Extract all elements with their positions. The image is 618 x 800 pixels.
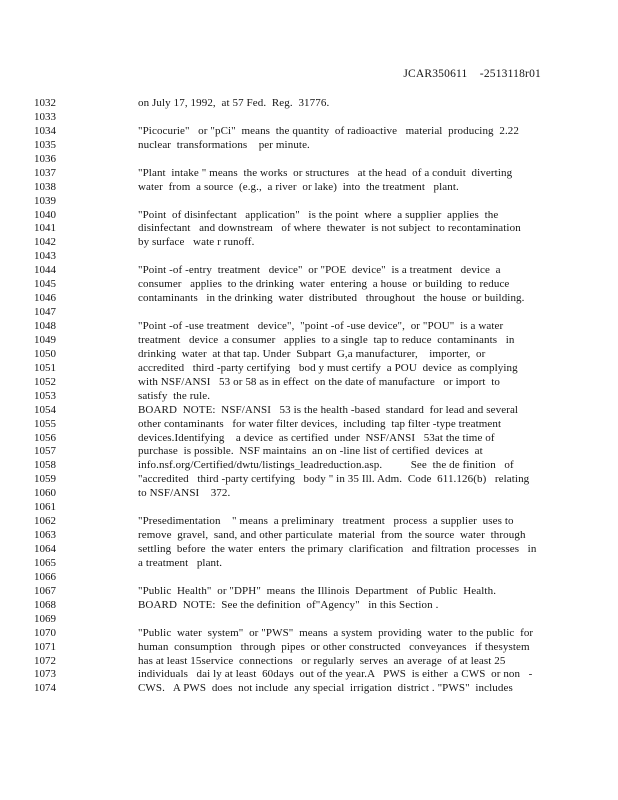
line-text: satisfy the rule. <box>138 389 211 402</box>
line-text <box>138 153 618 167</box>
document-line <box>0 209 618 223</box>
line-text: consumer applies to the drinking water entering a house or building to reduce <box>138 278 510 291</box>
line-number: 1048 <box>34 320 56 332</box>
line-text <box>138 571 618 585</box>
document-line <box>0 418 618 432</box>
document-line <box>0 501 618 515</box>
line-text <box>138 195 618 209</box>
line-text: BOARD NOTE: See the definition of"Agency" in this Section . <box>138 598 439 611</box>
line-number: 1055 <box>34 417 56 430</box>
line-number: 1073 <box>34 668 56 681</box>
line-number: 1059 <box>34 473 56 486</box>
document-line <box>0 97 618 111</box>
line-number: 1071 <box>34 640 56 653</box>
line-text: "accredited third -party certifying body " in 35 Ill. Adm. Code 611.126(b) relating <box>138 473 530 486</box>
line-text: "Presedimentation " means a preliminary treatment process a supplier uses to <box>138 515 514 528</box>
line-number: 1070 <box>34 626 56 639</box>
line-text: "Point of disinfectant application" is the point where a supplier applies the <box>138 208 499 221</box>
line-text: purchase is possible. NSF maintains an on -line list of certified devices at <box>138 445 483 458</box>
document-line <box>0 571 618 585</box>
document-line <box>0 641 618 655</box>
document-line <box>0 250 618 264</box>
document-line <box>0 585 618 599</box>
line-number: 1053 <box>34 389 56 402</box>
document-line <box>0 432 618 446</box>
line-number: 1063 <box>34 529 56 542</box>
line-text: settling before the water enters the primary clarification and filtration processes in <box>138 543 537 555</box>
line-number: 1041 <box>34 222 56 235</box>
line-number: 1062 <box>34 515 56 528</box>
line-number: 1042 <box>34 236 56 249</box>
line-text: devices.Identifying a device as certified under NSF/ANSI 53at the time of <box>138 431 495 444</box>
document-line <box>0 473 618 487</box>
document-line <box>0 487 618 501</box>
line-number: 1047 <box>34 306 56 319</box>
line-text: "Public Health" or "DPH" means the Illinois Department of Public Health. <box>138 584 497 597</box>
document-line <box>0 153 618 167</box>
line-number: 1060 <box>34 487 56 500</box>
line-number: 1046 <box>34 292 56 305</box>
document-line <box>0 682 618 696</box>
line-text: human consumption through pipes or other constructed conveyances if thesystem <box>138 640 530 653</box>
line-text: remove gravel, sand, and other particulate material from the source water through <box>138 529 526 542</box>
line-number: 1038 <box>34 180 56 193</box>
line-text: with NSF/ANSI 53 or 58 as in effect on the date of manufacture or import to <box>138 375 500 388</box>
document-line <box>0 376 618 390</box>
line-number: 1040 <box>34 208 56 221</box>
line-number: 1072 <box>34 654 56 667</box>
line-text: treatment device a consumer applies to a single tap to reduce contaminants in <box>138 333 515 346</box>
document-line <box>0 390 618 404</box>
line-number: 1056 <box>34 431 56 444</box>
line-text: on July 17, 1992, at 57 Fed. Reg. 31776. <box>138 97 330 109</box>
document-line <box>0 627 618 641</box>
line-text <box>138 111 618 125</box>
line-number: 1052 <box>34 375 56 388</box>
document-line <box>0 320 618 334</box>
line-number: 1039 <box>34 194 56 207</box>
line-text: disinfectant and downstream of where thewater is not subject to recontamination <box>138 222 521 235</box>
line-text: info.nsf.org/Certified/dwtu/listings_leadreduction.asp. See the de finition of <box>138 459 514 472</box>
document-line <box>0 236 618 250</box>
line-number: 1067 <box>34 584 56 597</box>
line-number: 1058 <box>34 459 56 472</box>
document-line <box>0 181 618 195</box>
document-line <box>0 278 618 292</box>
document-line <box>0 459 618 473</box>
line-number: 1035 <box>34 138 56 151</box>
document-line <box>0 655 618 669</box>
document-line <box>0 264 618 278</box>
line-text <box>138 501 618 515</box>
document-line <box>0 348 618 362</box>
line-text <box>138 250 618 264</box>
line-text: contaminants in the drinking water distributed throughout the house or building. <box>138 292 525 305</box>
line-text: "Picocurie" or "pCi" means the quantity of radioactive material producing 2.22 <box>138 124 520 137</box>
line-text <box>138 306 618 320</box>
line-number: 1057 <box>34 445 56 458</box>
line-text <box>138 613 618 627</box>
line-text: BOARD NOTE: NSF/ANSI 53 is the health -based standard for lead and several <box>138 403 519 416</box>
line-text: drinking water at that tap. Under Subpart G,a manufacturer, importer, or <box>138 347 486 360</box>
document-line <box>0 334 618 348</box>
document-line <box>0 668 618 682</box>
line-number: 1049 <box>34 333 56 346</box>
line-text: individuals dai ly at least 60days out of the year.A PWS is either a CWS or non - <box>138 668 533 681</box>
line-number: 1065 <box>34 556 56 569</box>
document-line <box>0 362 618 376</box>
line-text: a treatment plant. <box>138 556 223 569</box>
line-text: by surface wate r runoff. <box>138 236 255 249</box>
line-text: "Plant intake " means the works or structures at the head of a conduit diverting <box>138 166 513 179</box>
document-line <box>0 292 618 306</box>
line-number: 1034 <box>34 124 56 137</box>
document-line <box>0 111 618 125</box>
line-number: 1068 <box>34 598 56 611</box>
line-number: 1044 <box>34 264 56 277</box>
line-text: water from a source (e.g., a river or lake) into the treatment plant. <box>138 180 459 193</box>
line-number: 1054 <box>34 403 56 416</box>
document-line <box>0 139 618 153</box>
document-line <box>0 613 618 627</box>
document-line <box>0 529 618 543</box>
line-text: has at least 15service connections or regularly serves an average of at least 25 <box>138 654 506 667</box>
line-text: CWS. A PWS does not include any special irrigation district . "PWS" includes <box>138 682 513 695</box>
line-number: 1043 <box>34 250 56 263</box>
document-line <box>0 222 618 236</box>
line-number: 1051 <box>34 361 56 374</box>
line-number: 1069 <box>34 612 56 625</box>
line-text: to NSF/ANSI 372. <box>138 487 231 500</box>
line-number: 1037 <box>34 166 56 179</box>
line-number: 1064 <box>34 543 56 555</box>
line-text: accredited third -party certifying bod y must certify a POU device as complying <box>138 361 518 374</box>
document-line <box>0 167 618 181</box>
line-number: 1074 <box>34 682 56 695</box>
document-code-header: JCAR350611 -2513118r01 <box>403 68 541 80</box>
line-text: "Public water system" or "PWS" means a system providing water to the public for <box>138 626 534 639</box>
document-line <box>0 557 618 571</box>
line-number: 1032 <box>34 97 56 109</box>
document-line <box>0 195 618 209</box>
line-text: nuclear transformations per minute. <box>138 138 310 151</box>
document-line <box>0 125 618 139</box>
line-number: 1036 <box>34 152 56 165</box>
document-line <box>0 306 618 320</box>
line-number: 1050 <box>34 347 56 360</box>
document-body <box>0 97 618 696</box>
line-number: 1066 <box>34 570 56 583</box>
document-line <box>0 543 618 557</box>
line-number: 1045 <box>34 278 56 291</box>
line-text: other contaminants for water filter devices, including tap filter -type treatment <box>138 417 502 430</box>
document-line <box>0 404 618 418</box>
line-text: "Point -of -use treatment device", "point -of -use device", or "POU" is a water <box>138 320 504 332</box>
line-number: 1033 <box>34 110 56 123</box>
line-text: "Point -of -entry treatment device" or "POE device" is a treatment device a <box>138 264 501 277</box>
document-line <box>0 599 618 613</box>
document-line <box>0 445 618 459</box>
line-number: 1061 <box>34 501 56 514</box>
document-line <box>0 515 618 529</box>
